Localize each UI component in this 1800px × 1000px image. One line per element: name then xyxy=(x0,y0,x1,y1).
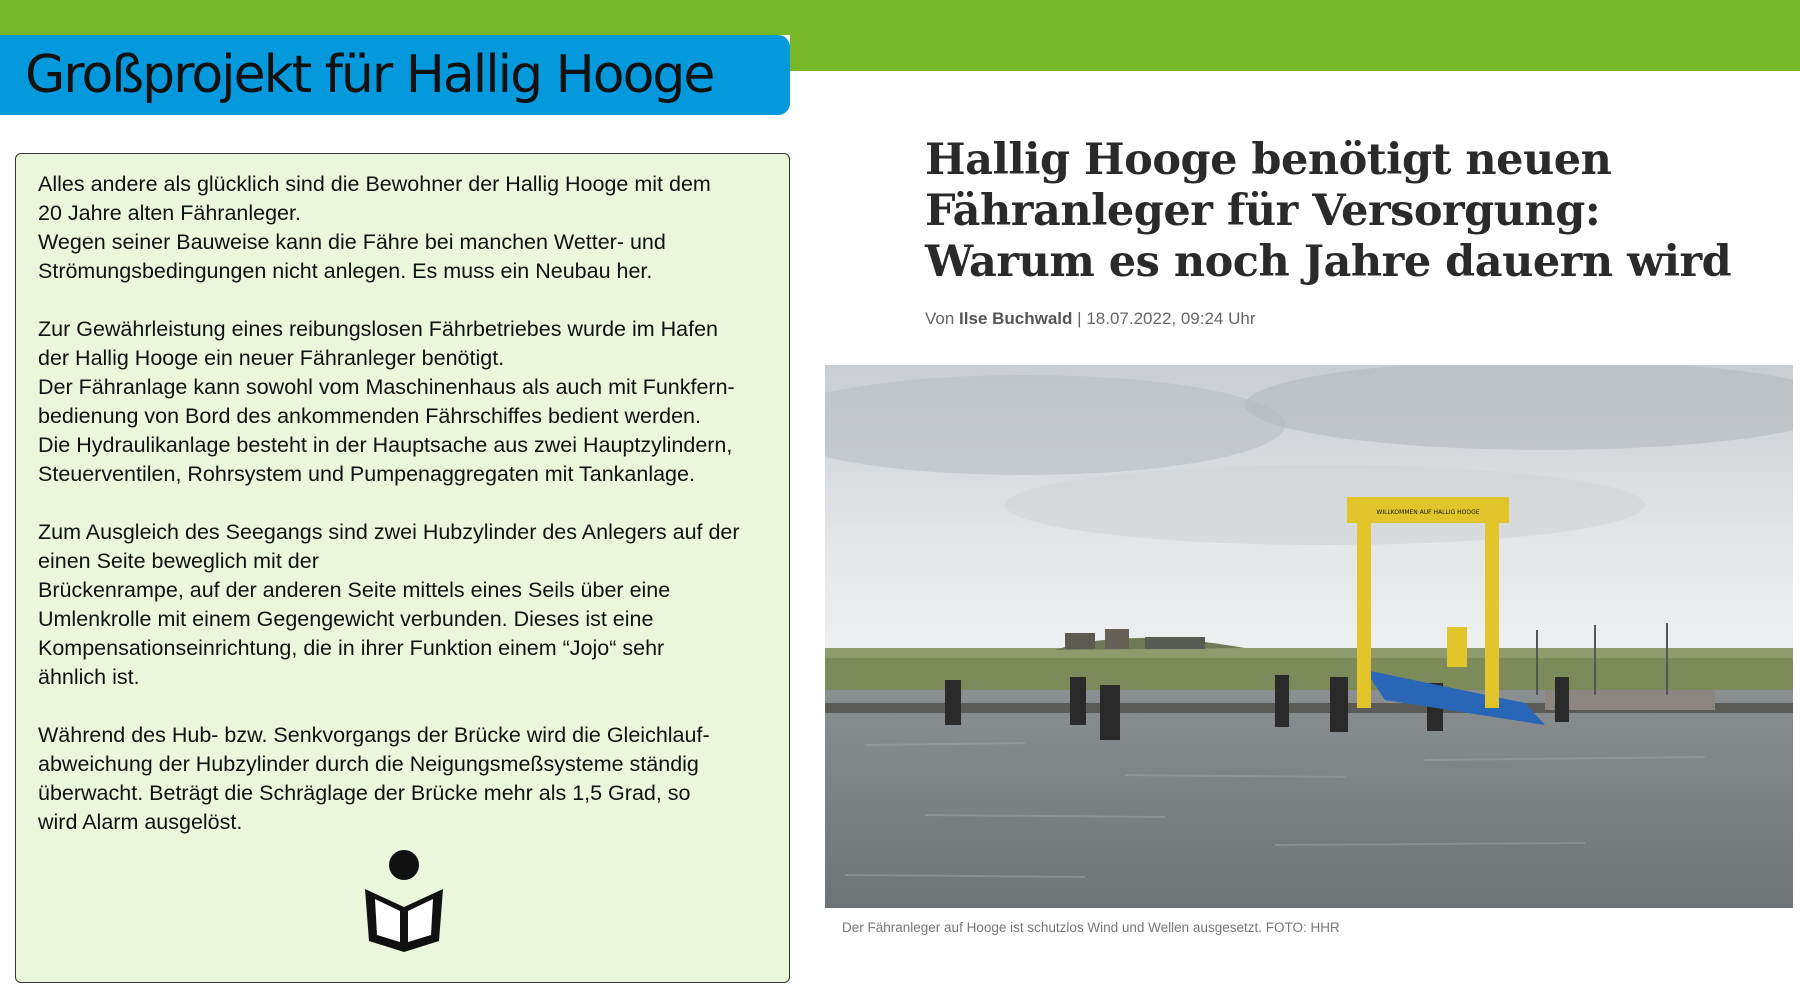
text-line: Während des Hub- bzw. Senkvorgangs der Brücke wird die Gleichlauf- xyxy=(38,723,710,747)
text-line: Strömungsbedingungen nicht anlegen. Es muss ein Neubau her. xyxy=(38,259,653,283)
photo-caption: Der Fähranleger auf Hooge ist schutzlos Wind und Wellen ausgesetzt. FOTO: HHR xyxy=(842,920,1340,935)
text-line: Brückenrampe, auf der anderen Seite mittels eines Seils über eine xyxy=(38,578,671,602)
text-line: Der Fähranlage kann sowohl vom Maschinenhaus als auch mit Funkfern- xyxy=(38,375,735,399)
text-panel xyxy=(15,153,790,983)
article-headline xyxy=(925,135,1745,288)
title-banner xyxy=(0,35,790,115)
headline-line: Warum es noch Jahre dauern wird xyxy=(925,237,1732,287)
headline-line: Fähranleger für Versorgung: xyxy=(925,186,1601,236)
top-accent-bar-left xyxy=(0,0,790,35)
text-line: Die Hydraulikanlage besteht in der Hauptsache aus zwei Hauptzylindern, xyxy=(38,433,733,457)
text-line: wird Alarm ausgelöst. xyxy=(38,810,243,834)
text-line: Wegen seiner Bauweise kann die Fähre bei manchen Wetter- und xyxy=(38,230,666,254)
text-line: abweichung der Hubzylinder durch die Neigungsmeßsysteme ständig xyxy=(38,752,699,776)
slide-title: Großprojekt für Hallig Hooge xyxy=(25,45,714,105)
text-line: bedienung von Bord des ankommenden Fährschiffes bedient werden. xyxy=(38,404,701,428)
gantry-sign: WILLKOMMEN AUF HALLIG HOOGE xyxy=(1376,509,1480,516)
paragraph-2 xyxy=(38,315,758,489)
text-line: ähnlich ist. xyxy=(38,665,140,689)
text-line: 20 Jahre alten Fähranleger. xyxy=(38,201,301,225)
text-line: der Hallig Hooge ein neuer Fähranleger benötigt. xyxy=(38,346,505,370)
text-line: einen Seite beweglich mit der xyxy=(38,549,319,573)
text-line: Umlenkrolle mit einem Gegengewicht verbunden. Dieses ist eine xyxy=(38,607,654,631)
text-line: Kompensationseinrichtung, die in ihrer Funktion einem “Jojo“ sehr xyxy=(38,636,665,660)
text-line: Alles andere als glücklich sind die Bewohner der Hallig Hooge mit dem xyxy=(38,172,711,196)
byline-author: Ilse Buchwald xyxy=(959,309,1073,328)
text-line: überwacht. Beträgt die Schräglage der Brücke mehr als 1,5 Grad, so xyxy=(38,781,691,805)
ferry-pier-photo xyxy=(825,365,1793,908)
byline-prefix: Von xyxy=(925,309,955,328)
text-line: Zur Gewährleistung eines reibungslosen Fährbetriebes wurde im Hafen xyxy=(38,317,718,341)
top-accent-bar xyxy=(790,0,1800,71)
byline-separator: | xyxy=(1077,309,1082,328)
text-line: Steuerventilen, Rohrsystem und Pumpenaggregaten mit Tankanlage. xyxy=(38,462,695,486)
byline-date: 18.07.2022, 09:24 Uhr xyxy=(1086,309,1256,328)
paragraph-3 xyxy=(38,518,758,692)
article-photo xyxy=(825,365,1793,908)
text-line: Zum Ausgleich des Seegangs sind zwei Hubzylinder des Anlegers auf der xyxy=(38,520,740,544)
headline-line: Hallig Hooge benötigt neuen xyxy=(925,135,1612,185)
paragraph-1 xyxy=(38,170,758,286)
article-header xyxy=(925,135,1745,288)
article-byline xyxy=(925,309,1256,329)
reading-person-icon xyxy=(359,849,449,954)
paragraph-4 xyxy=(38,721,758,837)
text-content xyxy=(38,170,758,866)
